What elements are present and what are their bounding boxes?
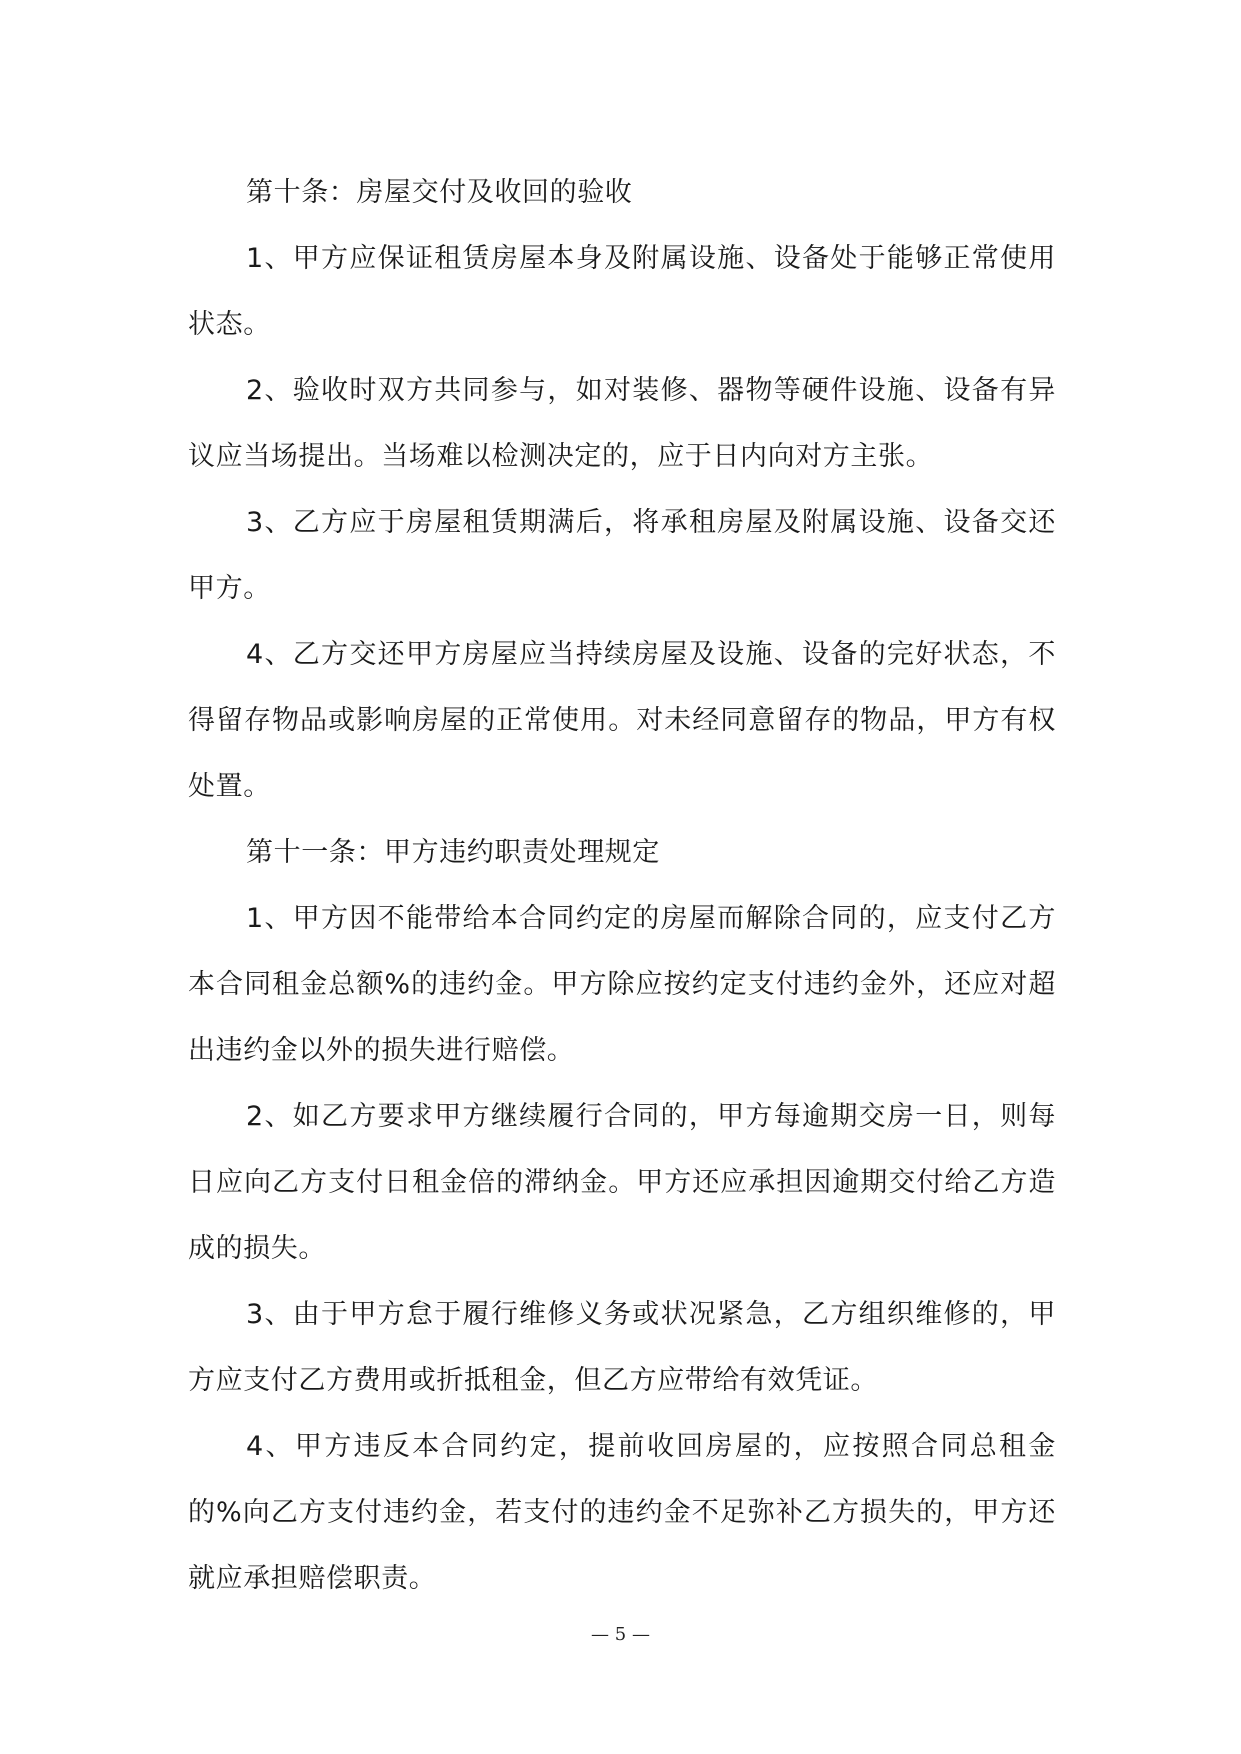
clause-11-4: 4、甲方违反本合同约定，提前收回房屋的，应按照合同总租金的%向乙方支付违约金，若支付的违约金不足弥补乙方损失的，甲方还就应承担赔偿职责。: [188, 1431, 1056, 1594]
section-heading-10: 第十条：房屋交付及收回的验收: [246, 177, 633, 208]
section-heading-11: 第十一条：甲方违约职责处理规定: [246, 837, 660, 868]
document-body: [188, 160, 1056, 1612]
clause-10-1: 1、甲方应保证租赁房屋本身及附属设施、设备处于能够正常使用状态。: [188, 243, 1056, 340]
clause-11-1: 1、甲方因不能带给本合同约定的房屋而解除合同的，应支付乙方本合同租金总额%的违约金。甲方除应按约定支付违约金外，还应对超出违约金以外的损失进行赔偿。: [188, 903, 1056, 1066]
page-number: — 5 —: [591, 1624, 650, 1645]
clause-10-2: 2、验收时双方共同参与，如对装修、器物等硬件设施、设备有异议应当场提出。当场难以检测决定的，应于日内向对方主张。: [188, 375, 1056, 472]
clause-10-3: 3、乙方应于房屋租赁期满后，将承租房屋及附属设施、设备交还甲方。: [188, 507, 1056, 604]
clause-10-4: 4、乙方交还甲方房屋应当持续房屋及设施、设备的完好状态，不得留存物品或影响房屋的正常使用。对未经同意留存的物品，甲方有权处置。: [188, 639, 1056, 802]
clause-11-3: 3、由于甲方怠于履行维修义务或状况紧急，乙方组织维修的，甲方应支付乙方费用或折抵租金，但乙方应带给有效凭证。: [188, 1299, 1056, 1396]
clause-11-2: 2、如乙方要求甲方继续履行合同的，甲方每逾期交房一日，则每日应向乙方支付日租金倍的滞纳金。甲方还应承担因逾期交付给乙方造成的损失。: [188, 1101, 1056, 1264]
